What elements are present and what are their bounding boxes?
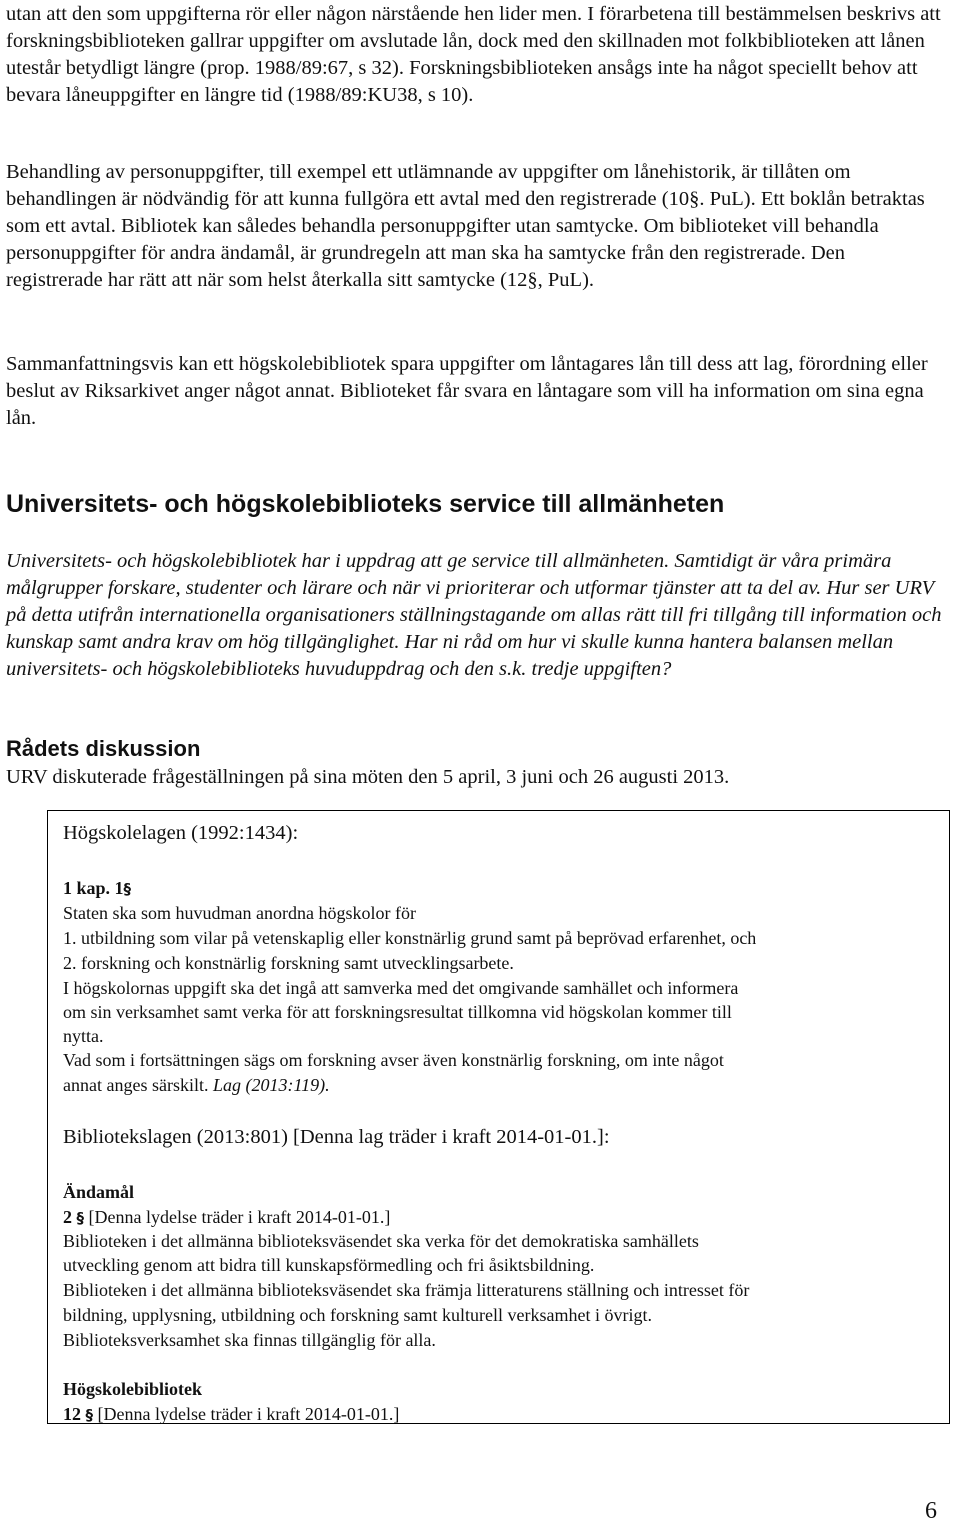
paragraph-meetings: URV diskuterade frågeställningen på sina möten den 5 april, 3 juni och 26 augusti 2013. bbox=[6, 766, 730, 788]
section-sign: § bbox=[85, 1406, 93, 1424]
section-2-line: 2 § [Denna lydelse träder i kraft 2014-01-01.] bbox=[63, 1207, 391, 1227]
subheading-council-discussion: Rådets diskussion bbox=[6, 736, 201, 761]
paragraph-summary: Sammanfattningsvis kan ett högskolebibliotek spara uppgifter om låntagares lån till dess att lag, förordning eller beslut av Riksarkivet anger något annat. Biblioteket får svara en låntagare som vill ha information om sina egna lån. bbox=[6, 353, 928, 429]
section-heading-public-service: Universitets- och högskolebiblioteks service till allmänheten bbox=[6, 490, 725, 518]
law-line: bildning, upplysning, utbildning och forskning samt kulturell verksamhet i övrigt. bbox=[63, 1305, 652, 1325]
law-line: 2. forskning och konstnärlig forskning samt utvecklingsarbete. bbox=[63, 953, 514, 973]
law-line: I högskolornas uppgift ska det ingå att samverka med det omgivande samhället och informera bbox=[63, 978, 739, 998]
andamal-heading: Ändamål bbox=[63, 1182, 135, 1202]
paragraph-personal-data: Behandling av personuppgifter, till exempel ett utlämnande av uppgifter om lånehistorik, är tillåten om behandlingen är nödvändig för att kunna fullgöra ett avtal med den registrerade (10§. PuL). Ett boklån betraktas som ett avtal. Bibliotek kan således behandla personuppgifter utan samtycke. Om biblioteket vill behandla personuppgifter för andra ändamål, är grundregeln att man ska ha samtycke från den registrerade. Den registrerade har rätt att när som helst återkalla sitt samtycke (12§, PuL). bbox=[6, 161, 925, 291]
law-line: Biblioteksverksamhet ska finnas tillgänglig för alla. bbox=[63, 1330, 436, 1350]
law-reference: Lag (2013:119). bbox=[212, 1075, 330, 1095]
page-number: 6 bbox=[925, 1498, 937, 1524]
chapter-section-label: 1 kap. 1§ bbox=[63, 878, 132, 898]
law-line: annat anges särskilt. Lag (2013:119). bbox=[63, 1075, 330, 1095]
law-line: Staten ska som huvudman anordna högskolor för bbox=[63, 903, 416, 923]
section-12-line: 12 § [Denna lydelse träder i kraft 2014-01-01.] bbox=[63, 1404, 400, 1424]
law-line: utveckling genom att bidra till kunskapsförmedling och fri åsiktsbildning. bbox=[63, 1255, 595, 1275]
law-line: om sin verksamhet samt verka för att forskningsresultat tillkomna vid högskolan kommer till bbox=[63, 1002, 732, 1022]
law-line: Biblioteken i det allmänna biblioteksväsendet ska främja litteraturens ställning och intresset för bbox=[63, 1280, 750, 1300]
section-sign: § bbox=[123, 880, 132, 898]
law-line: nytta. bbox=[63, 1026, 104, 1046]
law-line: 1. utbildning som vilar på vetenskaplig eller konstnärlig grund samt på beprövad erfarenhet, och bbox=[63, 928, 757, 948]
section-sign: § bbox=[76, 1209, 84, 1227]
hogskolelagen-title: Högskolelagen (1992:1434): bbox=[63, 822, 299, 844]
bibliotekslagen-title: Bibliotekslagen (2013:801) [Denna lag träder i kraft 2014-01-01.]: bbox=[63, 1126, 610, 1148]
law-line: Biblioteken i det allmänna biblioteksväsendet ska verka för det demokratiska samhällets bbox=[63, 1231, 699, 1251]
hogskolebibliotek-heading: Högskolebibliotek bbox=[63, 1379, 203, 1399]
law-line: Vad som i fortsättningen sägs om forskning avser även konstnärlig forskning, om inte något bbox=[63, 1050, 724, 1070]
paragraph-lending-records: utan att den som uppgifterna rör eller någon närstående hen lider men. I förarbetena till bestämmelsen beskrivs att forskningsbiblioteken gallrar uppgifter om avslutade lån, dock med den skillnaden mot folkbiblioteken att lånen utestår betydligt längre (prop. 1988/89:67, s 32). Forskningsbiblioteken ansågs inte ha något speciellt behov att bevara låneuppgifter en längre tid (1988/89:KU38, s 10). bbox=[6, 3, 941, 106]
italic-question-paragraph: Universitets- och högskolebibliotek har i uppdrag att ge service till allmänheten. Samtidigt är våra primära målgrupper forskare, studenter och lärare och när vi prioriterar och utformar tjänster att ta del av. Hur ser URV på detta utifrån internationella organisationers ställningstagande om allas rätt till fri tillgång till information och kunskap samt andra krav om hög tillgänglighet. Har ni råd om hur vi skulle kunna hantera balansen mellan universitets- och högskolebiblioteks huvuduppdrag och den s.k. tredje uppgiften? bbox=[6, 550, 942, 680]
